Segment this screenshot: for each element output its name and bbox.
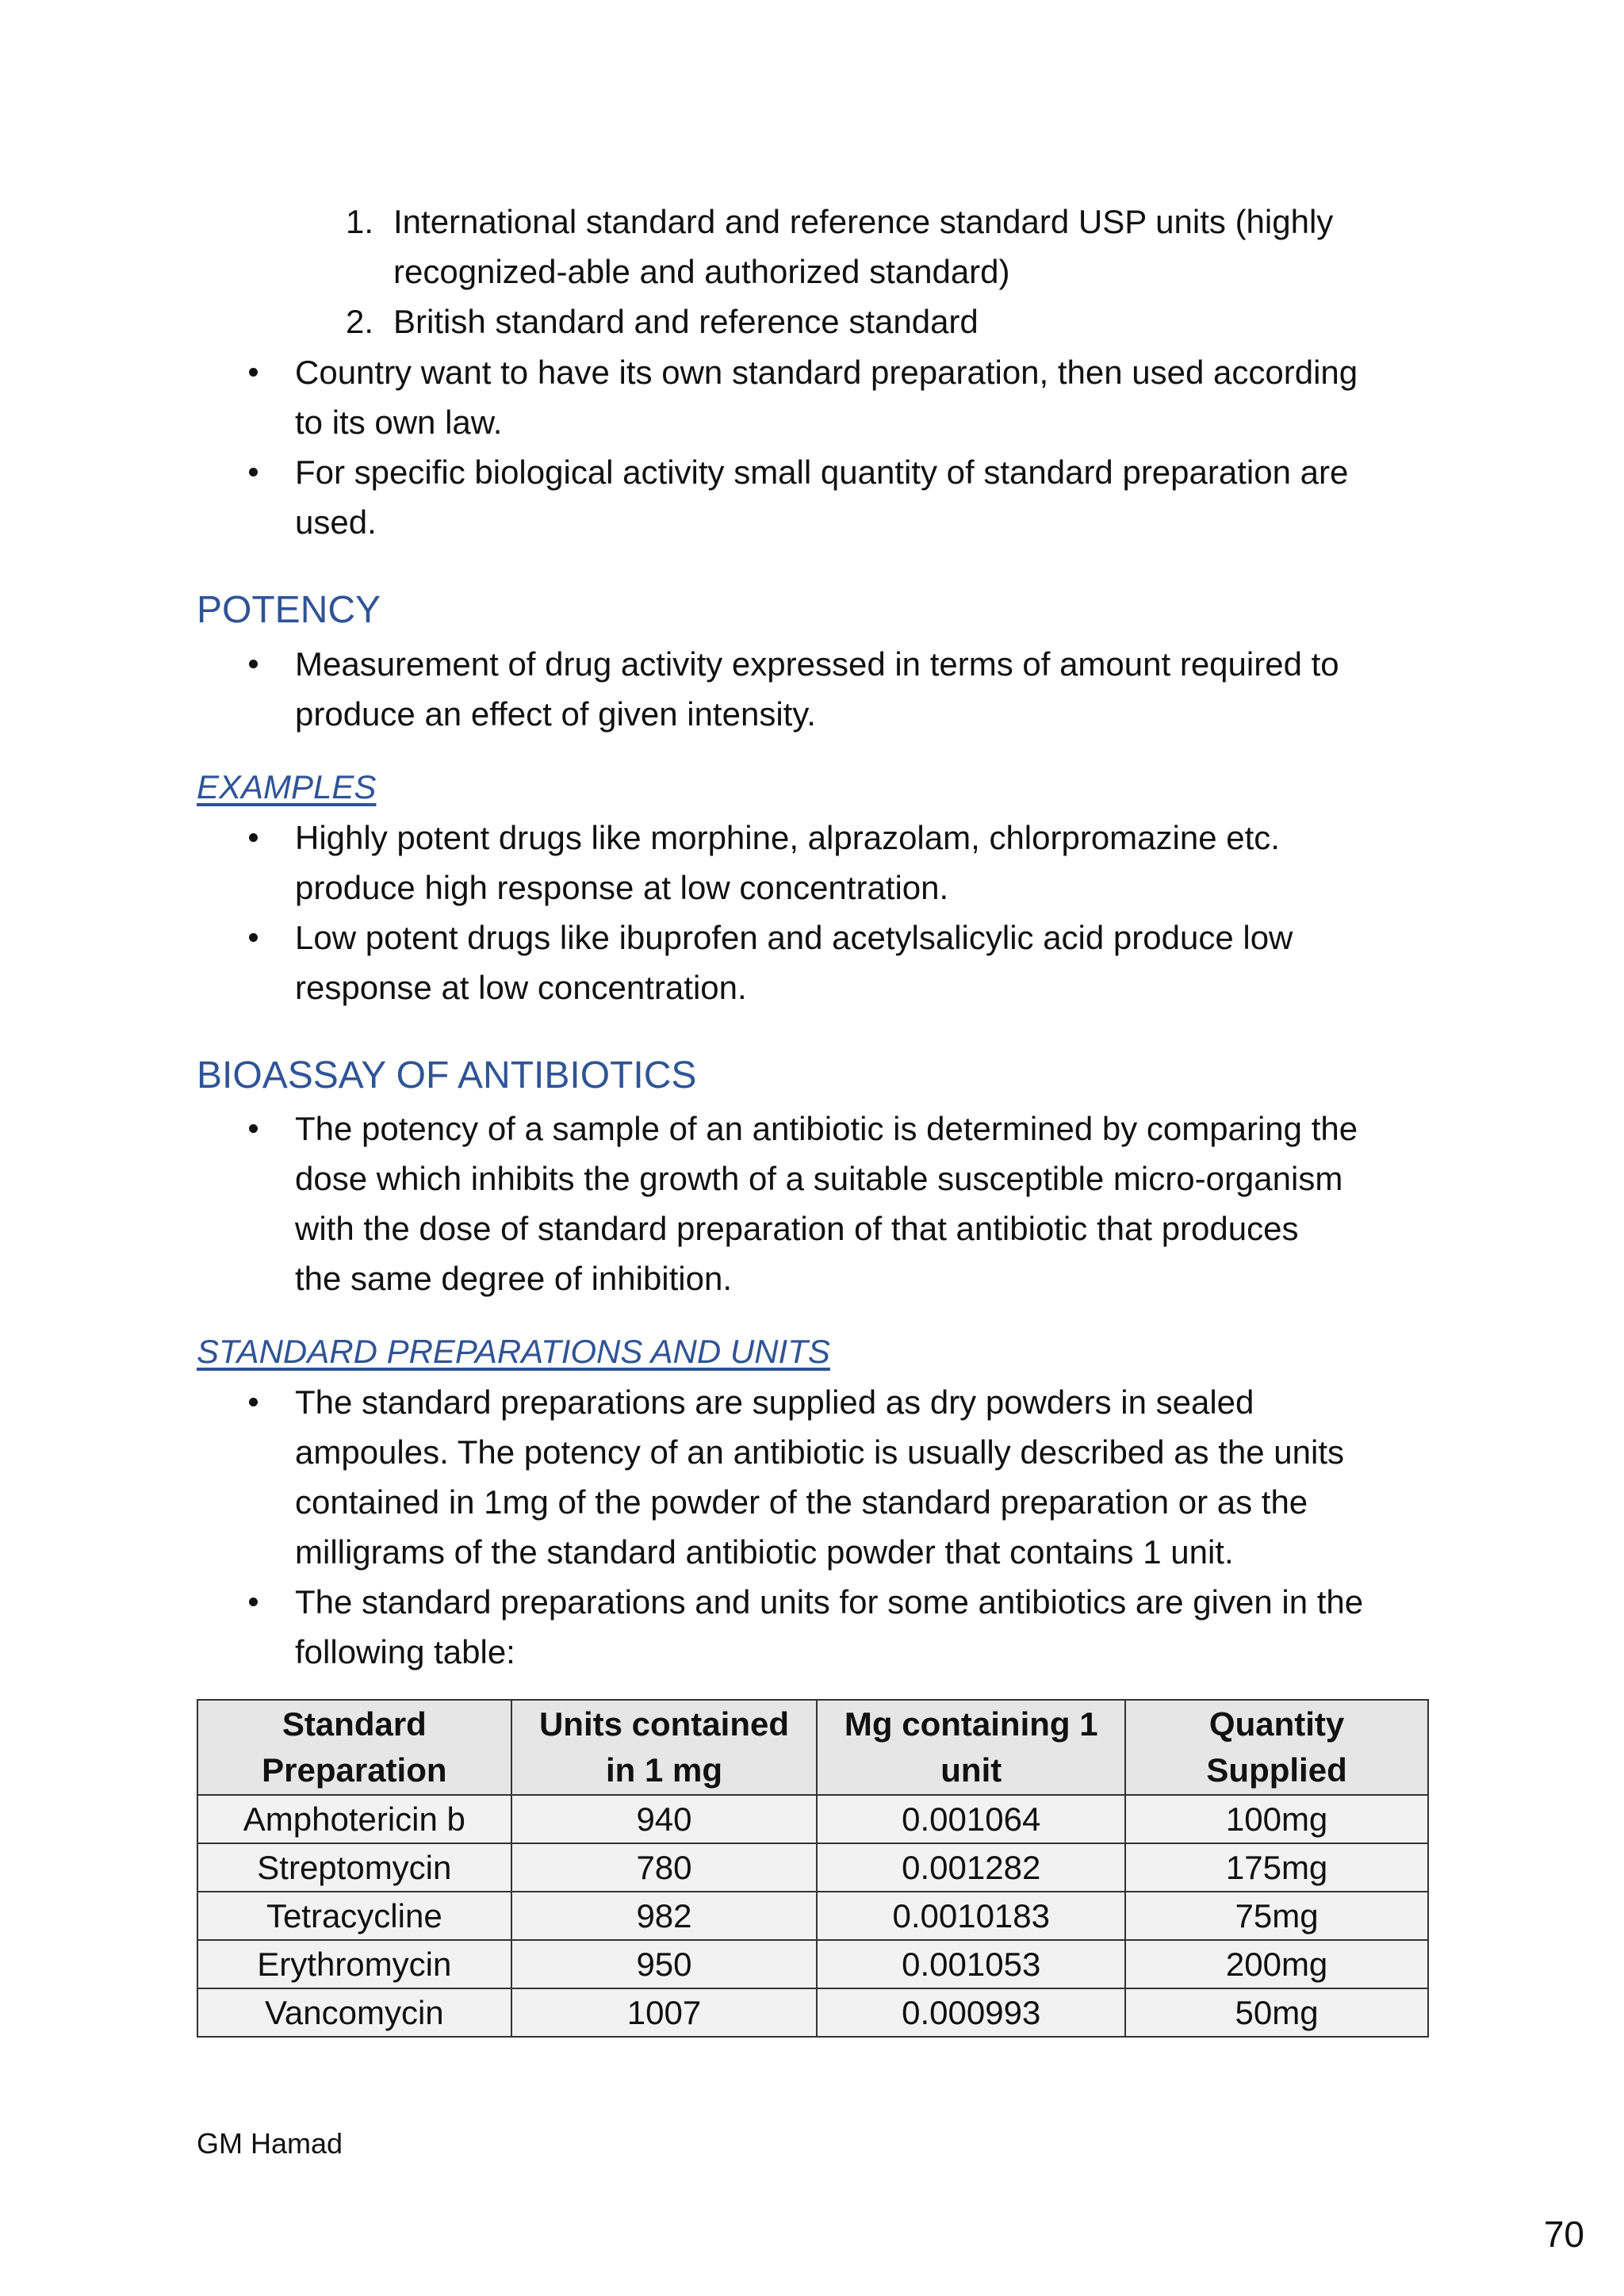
bullet-item [246,1377,1440,1577]
examples-heading: EXAMPLES [197,768,377,806]
table-cell: 50mg [1125,1988,1428,2037]
table-cell: Streptomycin [197,1843,511,1892]
list-number: 1. [346,203,374,240]
header-line: Standard [282,1705,427,1743]
table-row [197,1843,1428,1892]
bullet-dot [249,1124,258,1133]
table-cell: 0.000993 [817,1988,1125,2037]
table-cell: 940 [511,1795,818,1843]
bullet-line: milligrams of the standard antibiotic powder that contains 1 unit. [295,1533,1234,1571]
potency-heading: POTENCY [197,589,381,631]
bullet-item [246,347,1440,447]
column-header-mg-containing [817,1700,1125,1795]
standard-preparations-bullet-list [246,1377,1440,1677]
table-cell: 100mg [1125,1795,1428,1843]
table-row [197,1795,1428,1843]
bullet-line: The potency of a sample of an antibiotic is determined by comparing the [295,1110,1358,1147]
table-cell: 175mg [1125,1843,1428,1892]
table-cell: 1007 [511,1988,818,2037]
table-cell: Vancomycin [197,1988,511,2037]
column-header-standard-preparation [197,1700,511,1795]
table-cell: 982 [511,1892,818,1940]
table-cell: 0.001064 [817,1795,1125,1843]
table-cell: 0.001053 [817,1940,1125,1988]
bullet-line: contained in 1mg of the powder of the standard preparation or as the [295,1483,1308,1521]
header-line: in 1 mg [605,1751,722,1789]
bullet-line: ampoules. The potency of an antibiotic is usually described as the units [295,1433,1344,1471]
table-cell: 0.0010183 [817,1892,1125,1940]
table-row [197,1892,1428,1940]
bullet-item [246,1577,1440,1677]
bullet-line: Low potent drugs like ibuprofen and acetylsalicylic acid produce low [295,919,1293,956]
list-item [346,197,1440,297]
list-line: British standard and reference standard [393,303,979,340]
header-line: Preparation [262,1751,447,1789]
table-cell: 75mg [1125,1892,1428,1940]
table-cell: Amphotericin b [197,1795,511,1843]
page-number: 70 [1543,2214,1584,2255]
potency-bullet-list [246,639,1440,739]
bullet-dot [249,833,258,842]
header-line: Quantity [1208,1705,1345,1743]
bullet-line: For specific biological activity small quantity of standard preparation are [295,453,1349,491]
header-line: Units contained [538,1705,789,1743]
bullet-line: used. [295,503,377,541]
numbered-list [346,197,1440,346]
bioassay-heading: BIOASSAY OF ANTIBIOTICS [197,1054,697,1096]
header-line: unit [940,1751,1002,1789]
bullet-dot [249,933,258,942]
table-row [197,1988,1428,2037]
bullet-dot [249,1598,258,1606]
bullet-line: Measurement of drug activity expressed in terms of amount required to [295,645,1339,683]
table-cell: Tetracycline [197,1892,511,1940]
header-line: Mg containing 1 [844,1705,1098,1743]
table-cell: 780 [511,1843,818,1892]
standard-preparations-heading: STANDARD PREPARATIONS AND UNITS [197,1333,830,1370]
bullet-dot [249,368,258,377]
column-header-quantity-supplied [1125,1700,1428,1795]
examples-bullet-list [246,813,1440,1012]
table-cell: 200mg [1125,1940,1428,1988]
bullet-line: produce an effect of given intensity. [295,695,816,733]
bullet-line: Highly potent drugs like morphine, alprazolam, chlorpromazine etc. [295,819,1280,856]
bullet-item [246,813,1440,913]
intro-bullet-list [246,347,1440,547]
table-cell: 0.001282 [817,1843,1125,1892]
bullet-dot [249,1398,258,1406]
antibiotic-standards-table [197,1699,1429,2038]
bullet-line: dose which inhibits the growth of a suitable susceptible micro-organism [295,1160,1343,1197]
header-line: Supplied [1206,1751,1347,1789]
bullet-dot [249,660,258,668]
bullet-line: response at low concentration. [295,969,747,1006]
list-number: 2. [346,303,374,340]
bullet-item [246,913,1440,1012]
list-line: International standard and reference standard USP units (highly [393,203,1334,240]
table-cell: Erythromycin [197,1940,511,1988]
bullet-item [246,639,1440,739]
bullet-item [246,447,1440,547]
bullet-line: the same degree of inhibition. [295,1260,733,1297]
bullet-line: Country want to have its own standard preparation, then used according [295,354,1358,391]
bioassay-bullet-list [246,1104,1440,1303]
list-item [346,297,1440,346]
footer-author: GM Hamad [197,2127,343,2160]
bullet-line: to its own law. [295,404,503,441]
bullet-item [246,1104,1440,1303]
bullet-line: The standard preparations are supplied as dry powders in sealed [295,1383,1254,1421]
bullet-dot [249,468,258,476]
table-row [197,1940,1428,1988]
bullet-line: following table: [295,1633,515,1670]
bullet-line: with the dose of standard preparation of that antibiotic that produces [295,1210,1299,1247]
list-line: recognized-able and authorized standard) [393,253,1010,290]
bullet-line: The standard preparations and units for some antibiotics are given in the [295,1583,1364,1621]
column-header-units-contained [511,1700,818,1795]
table-cell: 950 [511,1940,818,1988]
table-header-row [197,1700,1428,1795]
bullet-line: produce high response at low concentration. [295,869,949,906]
